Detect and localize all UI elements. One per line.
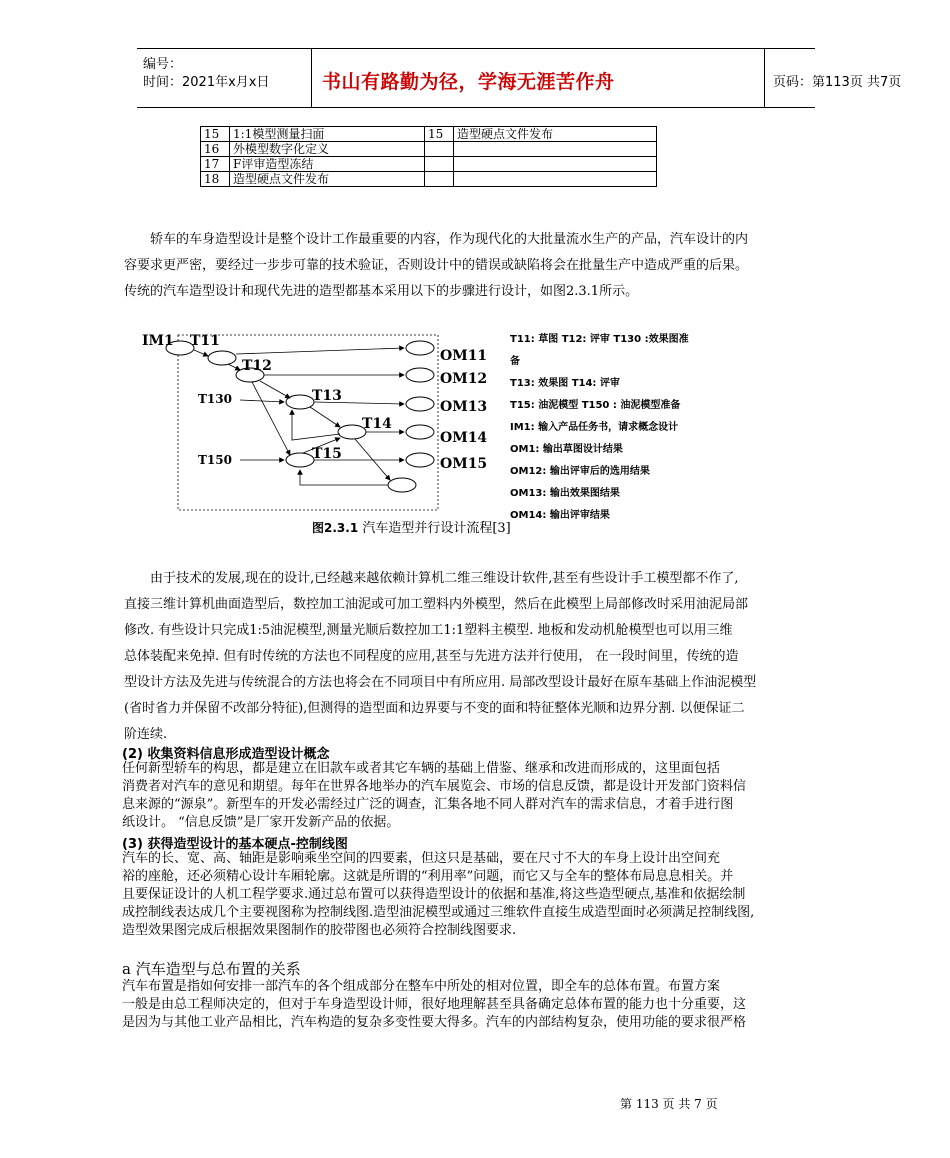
header-page-cell <box>765 49 915 107</box>
figure-caption <box>312 517 511 536</box>
text-line: 直接三维计算机曲面造型后，数控加工油泥或可加工塑料内外模型，然后在此模型上局部修改时采用油泥局部 <box>124 597 749 612</box>
section-3-title: (3) 获得造型设计的基本硬点-控制线图 <box>122 837 348 852</box>
legend-line: OM14: 输出评审结果 <box>510 510 610 521</box>
label-im1: IM1 <box>142 333 174 349</box>
text-line: 轿车的车身造型设计是整个设计工作最重要的内容，作为现代化的大批量流水生产的产品，汽车设计的内 <box>150 232 749 247</box>
table-row <box>201 127 657 142</box>
number-label: 编号： <box>143 57 183 72</box>
table-cell <box>454 157 657 172</box>
node-om13 <box>406 397 434 411</box>
label-t130: T130 <box>198 392 232 406</box>
legend-line: T15: 油泥模型 T150 : 油泥模型准备 <box>510 400 681 411</box>
text-line: 传统的汽车造型设计和现代先进的造型都基本采用以下的步骤进行设计，如图2.3.1所示。 <box>124 284 639 299</box>
text-line: 修改. 有些设计只完成1:5油泥模型,测量光顺后数控加工1:1塑料主模型. 地板和发动机舱模型也可以用三维 <box>124 623 733 638</box>
node-om14 <box>406 425 434 439</box>
node-t11 <box>208 351 236 365</box>
section-2-body <box>122 760 802 832</box>
node-t15 <box>286 453 314 467</box>
table-cell: 18 <box>201 172 230 187</box>
text-line: 阶连续. <box>124 727 168 742</box>
text-line: 息来源的“源泉”。新型车的开发必需经过广泛的调查，汇集各地不同人群对汽车的需求信息，才着手进行图 <box>122 797 734 812</box>
section-2-title: (2) 收集资料信息形成造型设计概念 <box>122 747 330 762</box>
table-row <box>201 172 657 187</box>
text-line: 裕的座舱，还必须精心设计车厢轮廓。这就是所谓的“利用率”问题，而它又与全车的整体布局息息相关。并 <box>122 869 734 884</box>
table-cell: 造型硬点文件发布 <box>230 172 425 187</box>
text-line: 造型效果图完成后根据效果图制作的胶带图也必须符合控制线图要求. <box>122 923 517 938</box>
legend-line: T13: 效果图 T14: 评审 <box>510 378 620 389</box>
process-flow-diagram <box>140 330 510 520</box>
header-motto-cell <box>312 49 765 107</box>
table-cell: 15 <box>201 127 230 142</box>
process-table <box>200 126 657 187</box>
label-t13: T13 <box>312 388 342 404</box>
legend-line: OM13: 输出效果图结果 <box>510 488 620 499</box>
figure-number: 图2.3.1 <box>312 521 359 535</box>
table-cell: 外模型数字化定义 <box>230 142 425 157</box>
node-om15 <box>406 453 434 467</box>
label-om11: OM11 <box>440 348 488 364</box>
label-t12: T12 <box>242 358 272 374</box>
text-line: 一般是由总工程师决定的，但对于车身造型设计师，很好地理解甚至具备确定总体布置的能力也十分重要，这 <box>122 997 747 1012</box>
text-line: 任何新型轿车的构思，都是建立在旧款车或者其它车辆的基础上借鉴、继承和改进而形成的，这里面包括 <box>122 761 721 776</box>
section-3-body <box>122 850 802 940</box>
section-a-title: a 汽车造型与总布置的关系 <box>122 960 301 978</box>
table-cell: 17 <box>201 157 230 172</box>
page-header <box>137 48 902 108</box>
table-cell: 15 <box>425 127 454 142</box>
text-line: 型设计方法及先进与传统混合的方法也将会在不同项目中有所应用. 局部改型设计最好在原车基础上作油泥模型 <box>124 675 757 690</box>
text-line: 是因为与其他工业产品相比，汽车构造的复杂多变性要大得多。汽车的内部结构复杂，使用功能的要求很严格 <box>122 1015 747 1030</box>
figure-title: 汽车造型并行设计流程[3] <box>362 521 511 536</box>
table-cell: F评审造型冻结 <box>230 157 425 172</box>
text-line: 汽车布置是指如何安排一部汽车的各个组成部分在整车中所处的相对位置，即全车的总体布置。布置方案 <box>122 979 721 994</box>
section-a-body <box>122 978 832 1032</box>
text-line: 消费者对汽车的意见和期望。每年在世界各地举办的汽车展览会、市场的信息反馈，都是设计开发部门资料信 <box>122 779 747 794</box>
label-om14: OM14 <box>440 430 488 446</box>
text-line: 由于技术的发展,现在的设计,已经越来越依赖计算机二维三维设计软件,甚至有些设计手工模型都不作了, <box>150 571 739 586</box>
node-om-feedback <box>388 478 416 492</box>
text-line: 且要保证设计的人机工程学要求.通过总布置可以获得造型设计的依据和基准,将这些造型硬点,基准和依据绘制 <box>122 887 746 902</box>
table-row <box>201 142 657 157</box>
label-t11: T11 <box>190 333 220 349</box>
table-cell <box>454 142 657 157</box>
legend-line: 备 <box>510 356 520 367</box>
text-line: 汽车的长、宽、高、轴距是影响乘坐空间的四要素，但这只是基础，要在尺寸不大的车身上设计出空间充 <box>122 851 721 866</box>
label-t150: T150 <box>198 453 232 467</box>
node-om11 <box>406 341 434 355</box>
intro-paragraph <box>124 227 830 305</box>
page-label: 页码：第113页 共7页 <box>773 75 902 90</box>
text-line: 成控制线表达成几个主要视图称为控制线图.造型油泥模型或通过三维软件直接生成造型面时必须满足控制线图, <box>122 905 755 920</box>
table-cell <box>454 172 657 187</box>
legend-line: OM1: 输出草图设计结果 <box>510 444 623 455</box>
table-cell: 造型硬点文件发布 <box>454 127 657 142</box>
page-footer: 第 113 页 共 7 页 <box>620 1097 718 1111</box>
table-cell: 16 <box>201 142 230 157</box>
label-t15: T15 <box>312 446 342 462</box>
label-om13: OM13 <box>440 399 488 415</box>
text-line: (省时省力并保留不改部分特征),但测得的造型面和边界要与不变的面和特征整体光顺和边界分割. 以便保证二 <box>124 701 745 716</box>
motto-text: 书山有路勤为径，学海无涯苦作舟 <box>322 71 615 93</box>
text-line: 纸设计。 “信息反馈”是厂家开发新产品的依据。 <box>122 815 400 830</box>
legend-line: T11: 草图 T12: 评审 T130 :效果图准 <box>510 334 689 345</box>
table-cell <box>425 157 454 172</box>
legend-line: OM12: 输出评审后的选用结果 <box>510 466 650 477</box>
text-line: 容要求更严密，要经过一步步可靠的技术验证，否则设计中的错误或缺陷将会在批量生产中造成严重的后果。 <box>124 258 749 273</box>
legend-line: IM1: 输入产品任务书，请求概念设计 <box>510 422 679 433</box>
node-om12 <box>406 368 434 382</box>
table-cell <box>425 172 454 187</box>
table-row <box>201 157 657 172</box>
node-t13 <box>286 395 314 409</box>
label-om15: OM15 <box>440 456 488 472</box>
tech-paragraph <box>124 566 830 748</box>
header-meta-cell <box>137 49 312 107</box>
date-label: 时间：2021年x月x日 <box>143 75 270 90</box>
text-line: 总体装配来免掉. 但有时传统的方法也不同程度的应用,甚至与先进方法并行使用， 在一段时间里，传统的造 <box>124 649 739 664</box>
label-t14: T14 <box>362 416 392 432</box>
table-cell: 1:1模型测量扫面 <box>230 127 425 142</box>
label-om12: OM12 <box>440 371 488 387</box>
table-cell <box>425 142 454 157</box>
